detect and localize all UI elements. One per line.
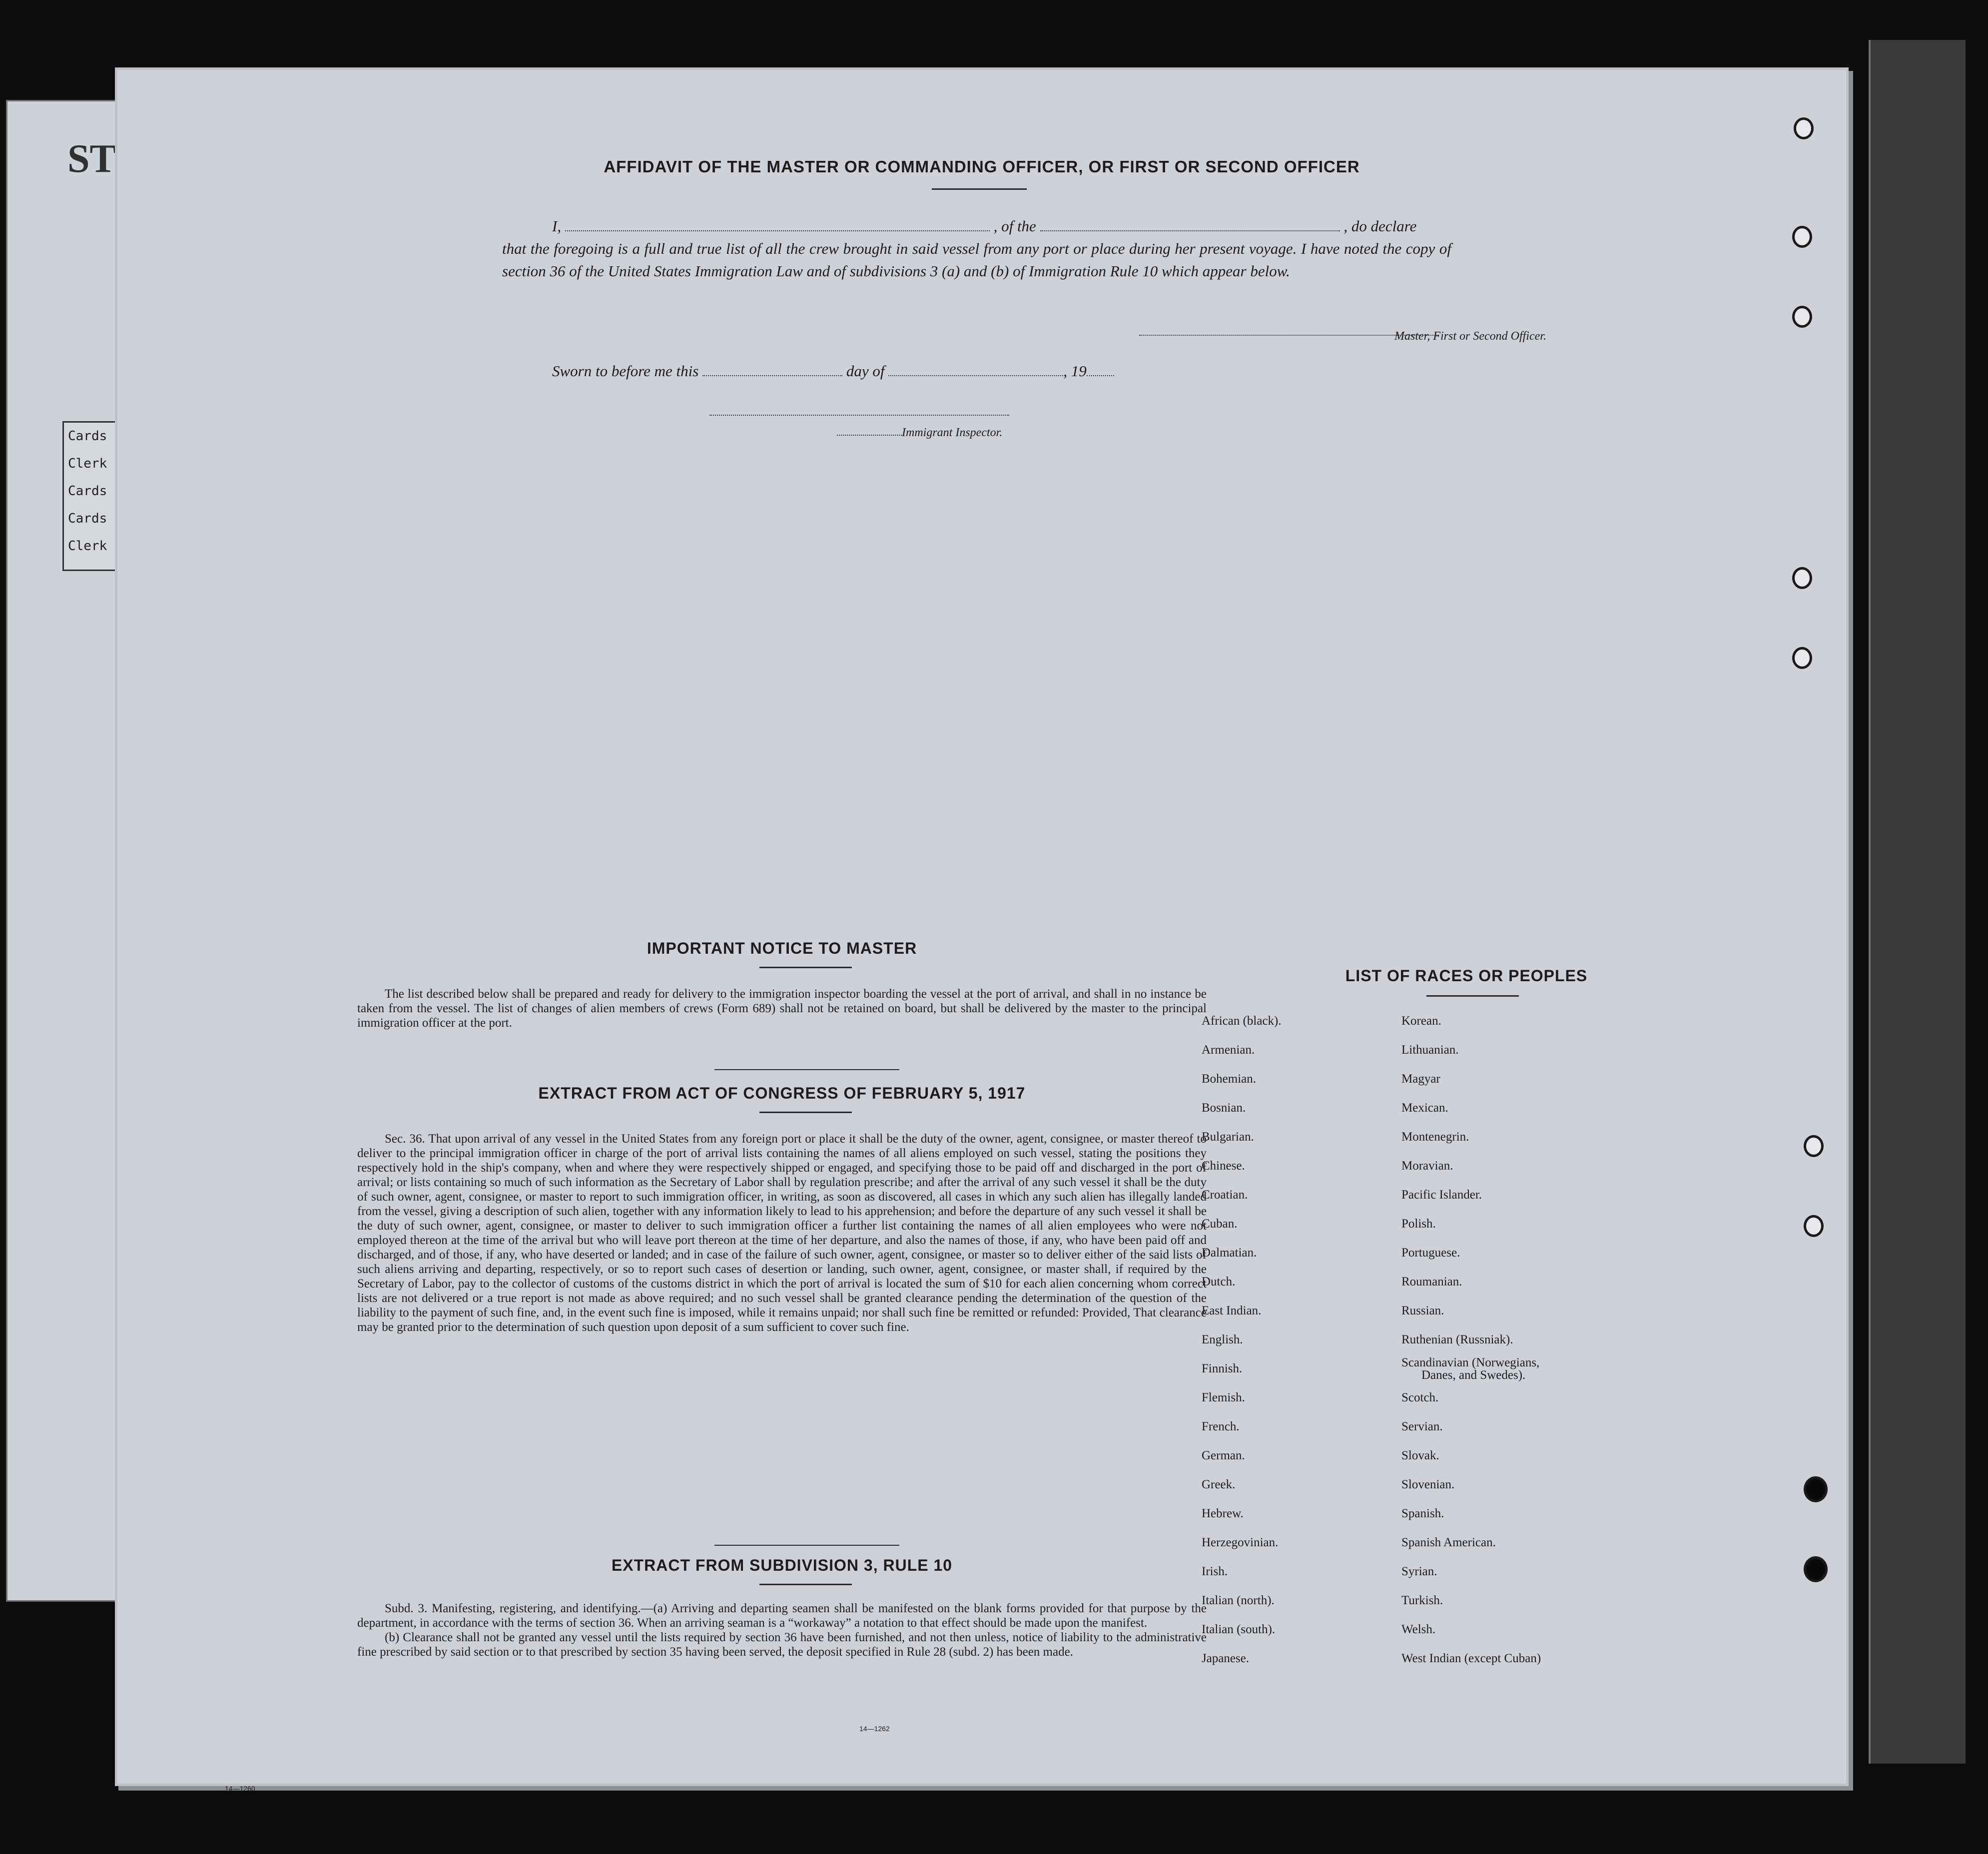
affidavit-title: AFFIDAVIT OF THE MASTER OR COMMANDING OFFICER, OR FIRST OR SECOND OFFICER xyxy=(604,157,1360,176)
race-item: Ruthenian (Russniak). xyxy=(1401,1333,1513,1346)
declaration-line xyxy=(502,215,1451,237)
race-item: Welsh. xyxy=(1401,1623,1436,1636)
rule-paragraph-a: Subd. 3. Manifesting, registering, and identifying.—(a) Arriving and departing seamen shall be manifested on the blank forms provided for that purpose by the department, in accordance with the terms of section 36. When an arriving seaman is a “workaway” a notation to that effect should be made upon the manifest. xyxy=(357,1602,1207,1630)
races-title: LIST OF RACES OR PEOPLES xyxy=(1345,967,1588,985)
race-item: Polish. xyxy=(1401,1217,1436,1231)
race-item: Bohemian. xyxy=(1202,1072,1257,1086)
sworn-day-of: day of xyxy=(846,362,885,380)
notice-text xyxy=(357,987,1207,1030)
underlying-sheet xyxy=(6,100,124,1602)
race-item: Irish. xyxy=(1202,1565,1228,1578)
inspector-signature-field[interactable] xyxy=(709,415,1009,416)
partial-heading: ST xyxy=(67,137,116,181)
race-item: West Indian (except Cuban) xyxy=(1401,1652,1541,1665)
affidavit-body xyxy=(502,215,1451,282)
notice-rule xyxy=(759,967,852,968)
race-item: Hebrew. xyxy=(1202,1507,1244,1520)
punch-hole xyxy=(1804,1556,1828,1582)
race-item: Chinese. xyxy=(1202,1159,1245,1173)
punch-hole xyxy=(1792,567,1812,589)
race-item: Herzegovinian. xyxy=(1202,1536,1279,1549)
race-item: Italian (south). xyxy=(1202,1623,1276,1636)
act-text xyxy=(357,1132,1207,1334)
sworn-day-field[interactable] xyxy=(702,365,842,376)
race-item: English. xyxy=(1202,1333,1243,1346)
race-item: Armenian. xyxy=(1202,1043,1255,1057)
punch-hole xyxy=(1792,226,1812,248)
race-item: Moravian. xyxy=(1401,1159,1453,1173)
race-item: Portuguese. xyxy=(1401,1246,1460,1259)
cards-stamp-line: Clerk xyxy=(68,456,107,471)
race-item: Servian. xyxy=(1401,1420,1443,1433)
race-item: Syrian. xyxy=(1401,1565,1437,1578)
title-rule xyxy=(932,188,1027,190)
vessel-name-field[interactable] xyxy=(1040,220,1340,231)
cards-stamp-line: Cards xyxy=(68,429,107,444)
race-item: Mexican. xyxy=(1401,1101,1448,1115)
race-item: African (black). xyxy=(1202,1014,1282,1028)
punch-hole xyxy=(1792,647,1812,669)
sworn-year-field[interactable] xyxy=(1087,365,1114,376)
declaration-of-the: , of the xyxy=(993,217,1036,235)
officer-name-field[interactable] xyxy=(565,220,990,231)
race-item: Flemish. xyxy=(1202,1391,1245,1404)
manifest-back-page xyxy=(117,70,1846,1793)
rule-title: EXTRACT FROM SUBDIVISION 3, RULE 10 xyxy=(611,1556,953,1574)
race-item: Lithuanian. xyxy=(1401,1043,1459,1057)
inspector-signature-field[interactable] xyxy=(837,435,902,436)
master-signature-label: Master, First or Second Officer. xyxy=(1394,330,1546,343)
declaration-i: I, xyxy=(552,217,562,235)
race-item: German. xyxy=(1202,1449,1245,1462)
race-item: Finnish. xyxy=(1202,1362,1243,1375)
race-item: Greek. xyxy=(1202,1478,1236,1491)
race-item: Korean. xyxy=(1401,1014,1441,1028)
act-rule xyxy=(759,1112,852,1113)
race-item: Bosnian. xyxy=(1202,1101,1246,1115)
race-item: Magyar xyxy=(1401,1072,1440,1086)
punch-hole xyxy=(1794,117,1814,139)
race-item: Croatian. xyxy=(1202,1188,1248,1202)
race-item: French. xyxy=(1202,1420,1240,1433)
races-column-2 xyxy=(1401,1007,1611,1673)
inspector-label: Immigrant Inspector. xyxy=(902,426,1003,439)
declaration-text: that the foregoing is a full and true list of all the crew brought in said vessel from any port or place during her present voyage. I have noted the copy of section 36 of the United States Immigration Law and of subdivisions 3 (a) and (b) of Immigration Rule 10 which appear below. xyxy=(502,240,1451,280)
notice-title: IMPORTANT NOTICE TO MASTER xyxy=(647,939,917,957)
race-item-line: Scandinavian (Norwegians, xyxy=(1401,1356,1540,1369)
sworn-line xyxy=(552,362,1114,380)
punch-hole xyxy=(1804,1135,1824,1157)
race-item: Montenegrin. xyxy=(1401,1130,1469,1144)
cards-stamp-line: Clerk xyxy=(68,539,107,554)
race-item: Cuban. xyxy=(1202,1217,1238,1231)
race-item: Turkish. xyxy=(1401,1594,1443,1607)
cards-stamp-line: Cards xyxy=(68,511,107,526)
right-edge-backing xyxy=(1869,40,1966,1764)
race-item: Japanese. xyxy=(1202,1652,1250,1665)
race-item: Bulgarian. xyxy=(1202,1130,1254,1144)
form-number: 14—1262 xyxy=(859,1725,890,1733)
race-item: Dalmatian. xyxy=(1202,1246,1257,1259)
race-item: Roumanian. xyxy=(1401,1275,1462,1288)
race-item: Spanish. xyxy=(1401,1507,1444,1520)
race-item xyxy=(1401,1354,1611,1385)
rule-text xyxy=(357,1601,1207,1659)
race-item: Russian. xyxy=(1401,1304,1444,1317)
race-item: East Indian. xyxy=(1202,1304,1262,1317)
sworn-month-field[interactable] xyxy=(888,365,1063,376)
race-item: Italian (north). xyxy=(1202,1594,1275,1607)
punch-hole xyxy=(1804,1215,1824,1237)
cards-stamp-line: Cards xyxy=(68,484,107,499)
notice-paragraph: The list described below shall be prepared and ready for delivery to the immigration inspector boarding the vessel at the port of arrival, and shall in no instance be taken from the vessel. The list of changes of alien members of crews (Form 689) shall not be retained on board, but shall be delivered by the master to the principal immigration officer at the port. xyxy=(357,987,1207,1030)
act-title: EXTRACT FROM ACT OF CONGRESS OF FEBRUARY 5, 1917 xyxy=(538,1084,1026,1102)
section-divider xyxy=(714,1069,899,1070)
race-item: Scotch. xyxy=(1401,1391,1439,1404)
race-item: Slovenian. xyxy=(1401,1478,1455,1491)
section-divider xyxy=(714,1545,899,1546)
punch-hole xyxy=(1804,1476,1828,1502)
act-paragraph: Sec. 36. That upon arrival of any vessel in the United States from any foreign port or place it shall be the duty of the owner, agent, consignee, or master thereof to deliver to the principal immigration officer in charge of the port of arrival lists containing the names of all aliens employed on such vessel, stating the positions they respectively hold in the ship's company, when and where they were respectively shipped or engaged, and specifying those to be paid off and discharged in the port of arrival; or lists containing so much of such information as the Secretary of Labor shall by regulation prescribe; and after the arrival of any such vessel it shall be the duty of such owner, agent, consignee, or master to report to such immigration officer, in writing, as soon as discovered, all cases in which any such alien has illegally landed from the vessel, giving a description of such alien, together with any information likely to lead to his apprehension; and before the departure of any such vessel it shall be the duty of such owner, agent, consignee, or master to deliver to such immigration officer a further list containing the names of all alien employees who were not employed thereon at the time of the arrival but who will leave port thereon at the time of her departure, and also the names of those, if any, who have been paid off and discharged, and of those, if any, who have deserted or landed; and in case of the failure of such owner, agent, consignee, or master so to deliver either of the said lists of such aliens arriving and departing, respectively, or so to report such cases of desertion or landing, such owner, agent, consignee, or master shall, if required by the Secretary of Labor, pay to the collector of customs of the customs district in which the port of arrival is located the sum of $10 for each alien concerning whom correct lists are not delivered or a true report is not made as above required; and no such vessel shall be granted clearance pending the determination of the question of the liability to the payment of such fine, and, in the event such fine is imposed, while it remains unpaid; nor shall such fine be remitted or refunded: Provided, That clearance may be granted prior to the determination of such question upon deposit of a sum sufficient to cover such fine. xyxy=(357,1132,1207,1334)
punch-hole xyxy=(1792,306,1812,328)
race-item: Pacific Islander. xyxy=(1401,1188,1482,1202)
sworn-prefix: Sworn to before me this xyxy=(552,362,699,380)
race-item: Dutch. xyxy=(1202,1275,1236,1288)
race-item: Slovak. xyxy=(1401,1449,1439,1462)
races-rule xyxy=(1426,995,1519,997)
race-item-line: Danes, and Swedes). xyxy=(1421,1368,1526,1382)
declaration-declare: , do declare xyxy=(1343,217,1417,235)
rule-rule xyxy=(759,1584,852,1585)
cards-stamp xyxy=(62,421,122,571)
bottom-form-number: 14—1260 xyxy=(225,1785,255,1793)
races-column-1 xyxy=(1202,1007,1391,1673)
rule-paragraph-b: (b) Clearance shall not be granted any vessel until the lists required by section 36 have been furnished, and not then unless, notice of liability to the administrative fine prescribed by said section or to that prescribed by section 35 having been served, the deposit specified in Rule 28 (subd. 2) has been made. xyxy=(357,1631,1207,1659)
race-item: Spanish American. xyxy=(1401,1536,1496,1549)
sworn-year: , 19 xyxy=(1063,362,1087,380)
